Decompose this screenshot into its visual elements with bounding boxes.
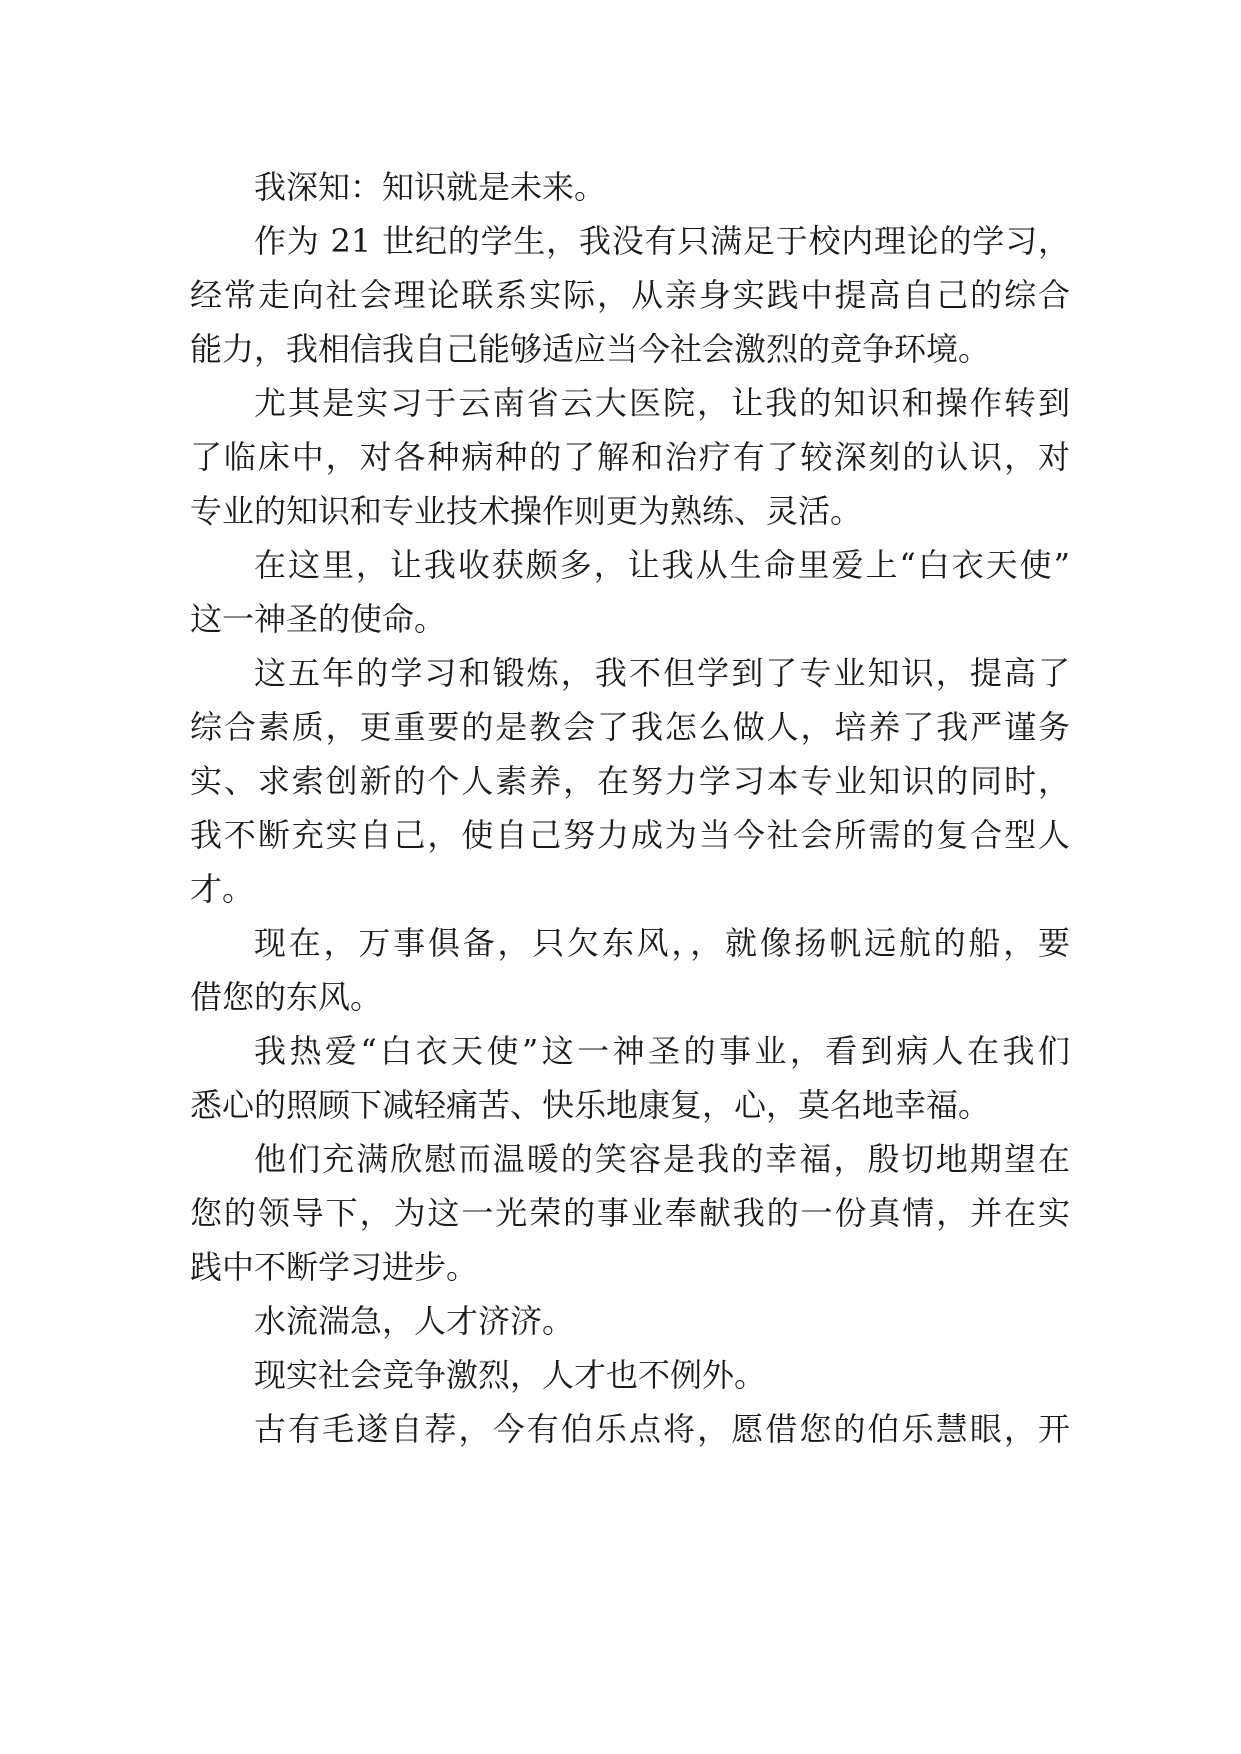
text-line: 专业的知识和专业技术操作则更为熟练、灵活。 — [190, 492, 863, 530]
text-line: 作为 21 世纪的学生，我没有只满足于校内理论的学习， — [254, 222, 1070, 260]
text-line: 这五年的学习和锻炼，我不但学到了专业知识，提高了 — [254, 654, 1070, 692]
text-line: 现实社会竞争激烈，人才也不例外。 — [254, 1356, 767, 1394]
paragraph — [190, 1294, 1070, 1348]
text-line: 经常走向社会理论联系实际，从亲身实践中提高自己的综合 — [190, 276, 1070, 314]
paragraph — [190, 538, 1070, 646]
text-line: 古有毛遂自荐，今有伯乐点将，愿借您的伯乐慧眼，开 — [254, 1410, 1070, 1448]
text-line: 在这里，让我收获颇多，让我从生命里爱上“白衣天使” — [254, 546, 1070, 584]
paragraph — [190, 376, 1070, 538]
text-line: 现在，万事俱备，只欠东风，，就像扬帆远航的船，要 — [254, 924, 1070, 962]
text-line: 我热爱“白衣天使”这一神圣的事业，看到病人在我们 — [254, 1032, 1070, 1070]
text-line: 践中不断学习进步。 — [190, 1248, 479, 1286]
text-line: 悉心的照顾下减轻痛苦、快乐地康复，心，莫名地幸福。 — [190, 1086, 991, 1124]
text-line: 我深知：知识就是未来。 — [254, 168, 607, 206]
paragraph — [190, 1132, 1070, 1294]
text-line: 综合素质，更重要的是教会了我怎么做人，培养了我严谨务 — [190, 708, 1070, 746]
paragraph — [190, 916, 1070, 1024]
paragraph — [190, 160, 1070, 214]
paragraph — [190, 646, 1070, 916]
text-line: 您的领导下，为这一光荣的事业奉献我的一份真情，并在实 — [190, 1194, 1070, 1232]
text-line: 他们充满欣慰而温暖的笑容是我的幸福，殷切地期望在 — [254, 1140, 1070, 1178]
text-line: 水流湍急，人才济济。 — [254, 1302, 575, 1340]
text-line: 借您的东风。 — [190, 978, 383, 1016]
text-line: 实、求索创新的个人素养，在努力学习本专业知识的同时， — [190, 762, 1070, 800]
text-line: 能力，我相信我自己能够适应当今社会激烈的竞争环境。 — [190, 330, 991, 368]
text-line: 这一神圣的使命。 — [190, 600, 447, 638]
paragraph — [190, 1402, 1070, 1456]
text-line: 我不断充实自己，使自己努力成为当今社会所需的复合型人 — [190, 816, 1070, 854]
document-body — [190, 160, 1070, 1456]
paragraph — [190, 1024, 1070, 1132]
paragraph — [190, 214, 1070, 376]
text-line: 才。 — [190, 870, 255, 908]
text-line: 尤其是实习于云南省云大医院，让我的知识和操作转到 — [254, 384, 1070, 422]
text-line: 了临床中，对各种病种的了解和治疗有了较深刻的认识，对 — [190, 438, 1070, 476]
paragraph — [190, 1348, 1070, 1402]
